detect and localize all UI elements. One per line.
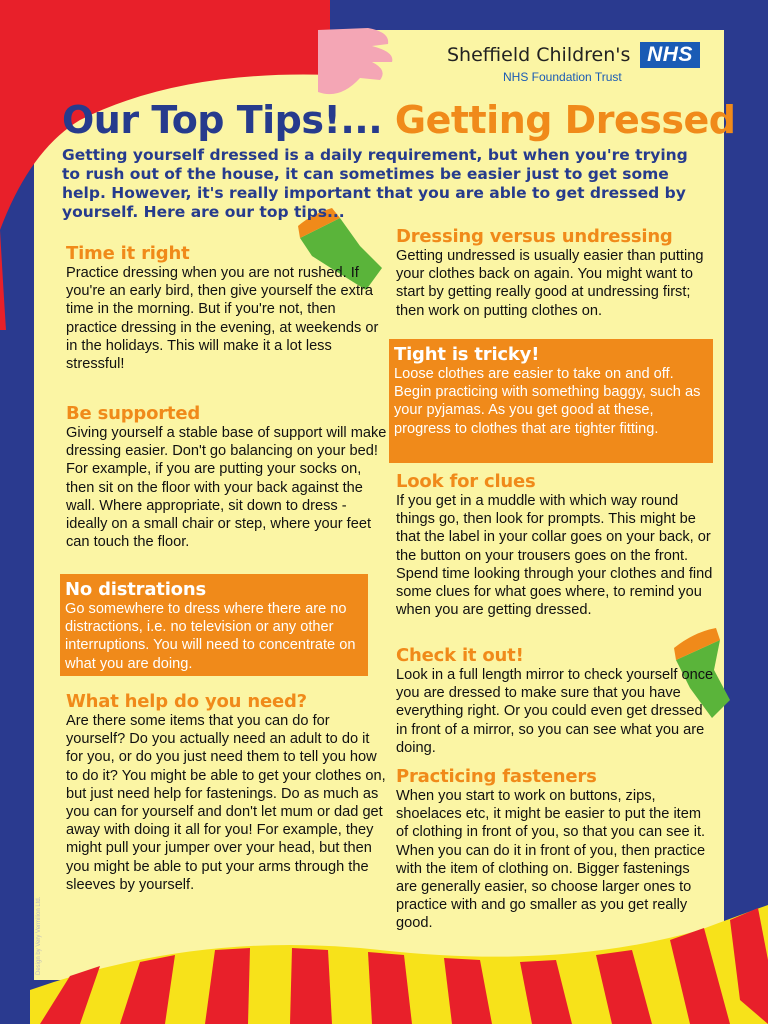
tip-check-it-out: [396, 646, 714, 757]
title-part2: Getting Dressed: [394, 98, 736, 142]
tip-heading: Check it out!: [396, 645, 524, 666]
intro-text: Getting yourself dressed is a daily requirement, but when you're trying to rush out of the house, it can sometimes be easier just to get some help. However, it's really important that you are able to get dressed by yourself. Here are our top tips...: [62, 146, 688, 221]
tip-tight-is-tricky: [389, 339, 713, 463]
tip-what-help: [66, 692, 386, 894]
tip-body: Are there some items that you can do for yourself? Do you actually need an adult to do it for you, or do you just need them to tell you how to do it? You might be able to get your clothes on, but just need help for fastenings. Do as much as you can for yourself and don't let mum or dad get away with doing it all for you! For example, they might pull your jumper over your head, but then you might be able to put your arms through the sleeves by yourself.: [66, 713, 386, 893]
org-name: Sheffield Children's: [447, 44, 631, 66]
tip-time-it-right: [66, 244, 384, 373]
design-credit: Design by Very Vermilion Ltd.: [36, 896, 42, 975]
tip-body: Practice dressing when you are not rushed. If you're an early bird, then give yourself the extra time in the morning. But if you're not, then practice dressing in the evening, at weekends or in the holidays. This will make it a lot less stressful!: [66, 265, 379, 373]
tip-body: Go somewhere to dress where there are no distractions, i.e. no television or any other interruptions. You will need to concentrate on what you are doing.: [65, 601, 356, 672]
tip-practicing-fasteners: [396, 767, 714, 933]
tip-body: If you get in a muddle with which way round things go, then look for prompts. This might be that the label in your collar goes on your back, or the button on your trousers goes on the front. Spend time looking through your clothes and find some clues for what goes where, to remind you when you are getting dressed.: [396, 493, 713, 619]
tip-body: When you start to work on buttons, zips, shoelaces etc, it might be easier to put the item of clothing in front of you, so that you can see it. When you can do it in front of you, then practice with the item of clothing on. Bigger fastenings are generally easier, so choose larger ones to practice with and go smaller as you get really good.: [396, 788, 706, 932]
tip-body: Look in a full length mirror to check yourself once you are dressed to make sure that you have everything right. Or you could even get dressed in front of a mirror, so you can see what you are doing.: [396, 667, 714, 756]
tip-heading: Look for clues: [396, 471, 536, 492]
nhs-logo: NHS: [640, 42, 700, 68]
tip-be-supported: [66, 404, 388, 551]
tip-heading: Tight is tricky!: [394, 344, 540, 365]
tip-heading: Be supported: [66, 403, 201, 424]
tip-body: Giving yourself a stable base of support will make dressing easier. Don't go balancing on your bed! For example, if you are putting your socks on, then sit on the floor with your back against the wall. Where appropriate, sit down to dress - ideally on a small chair or step, where your feet can touch the floor.: [66, 425, 387, 551]
tip-dressing-vs-undressing: [396, 227, 714, 320]
tip-heading: Time it right: [66, 243, 190, 264]
org-subtitle: NHS Foundation Trust: [503, 70, 622, 84]
tip-heading: What help do you need?: [66, 691, 307, 712]
tip-no-distractions: [60, 574, 368, 676]
tip-heading: Practicing fasteners: [396, 766, 597, 787]
tip-heading: No distrations: [65, 579, 206, 600]
tip-body: Getting undressed is usually easier than putting your clothes back on again. You might want to start by getting really good at undressing first; then work on putting clothes on.: [396, 248, 704, 319]
page-title: [62, 98, 735, 142]
tip-heading: Dressing versus undressing: [396, 226, 673, 247]
tip-look-for-clues: [396, 472, 714, 619]
title-part1: Our Top Tips!...: [62, 98, 383, 142]
tip-body: Loose clothes are easier to take on and off. Begin practicing with something baggy, such as your pyjamas. As you get good at these, progress to clothes that are tighter fitting.: [394, 366, 701, 437]
